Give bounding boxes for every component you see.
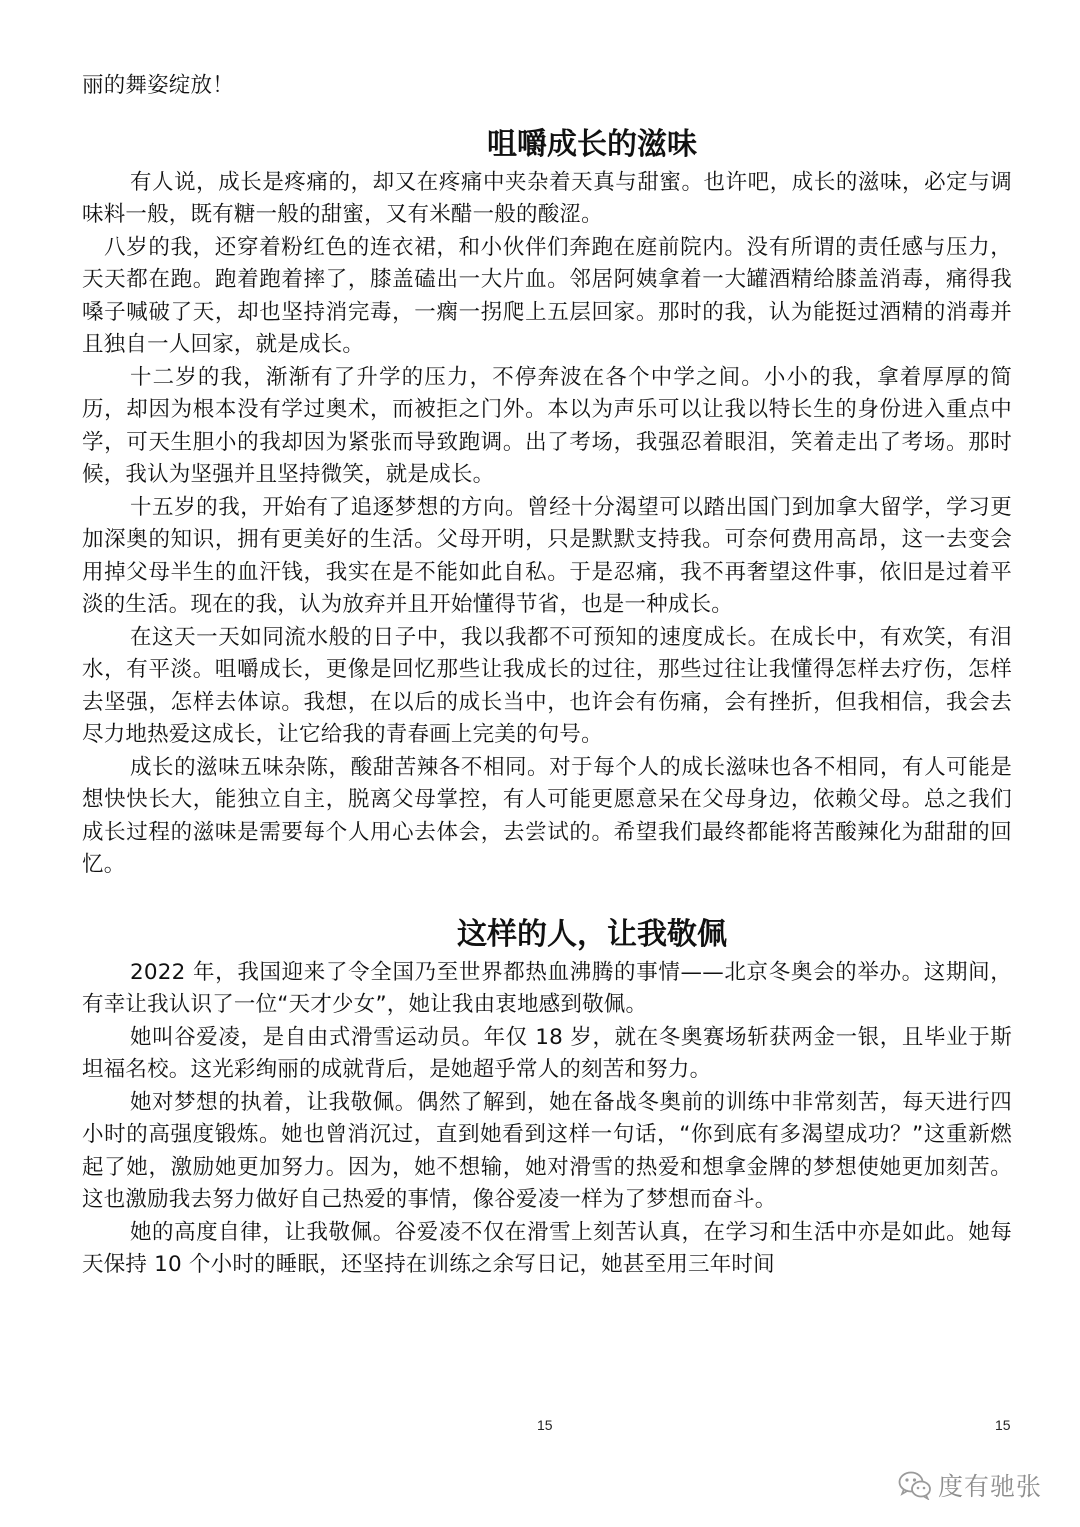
watermark-text: 度有驰张 [938, 1472, 1043, 1501]
article1-paragraph-5: 在这天一天如同流水般的日子中，我以我都不可预知的速度成长。在成长中，有欢笑，有泪水，有平淡。咀嚼成长，更像是回忆那些让我成长的过往，那些过往让我懂得怎样去疗伤，怎样去坚强，怎样去体谅。我想，在以后的成长当中，也许会有伤痛，会有挫折，但我相信，我会去尽力地热爱这成长，让它给我的青春画上完美的句号。 [82, 624, 1012, 747]
article1-paragraph-1: 有人说，成长是疼痛的，却又在疼痛中夹杂着天真与甜蜜。也许吧，成长的滋味，必定与调味料一般，既有糖一般的甜蜜，又有米醋一般的酸涩。 [82, 169, 1012, 227]
article2-paragraph-3: 她对梦想的执着，让我敬佩。偶然了解到，她在备战冬奥前的训练中非常刻苦，每天进行四小时的高强度锻炼。她也曾消沉过，直到她看到这样一句话，“你到底有多渴望成功？”这重新燃起了她，激励她更加努力。因为，她不想输，她对滑雪的热爱和想拿金牌的梦想使她更加刻苦。这也激励我去努力做好自己热爱的事情，像谷爱凌一样为了梦想而奋斗。 [82, 1089, 1012, 1212]
wechat-icon [898, 1470, 932, 1500]
article1-paragraph-6: 成长的滋味五味杂陈，酸甜苦辣各不相同。对于每个人的成长滋味也各不相同，有人可能是想快快长大，能独立自主，脱离父母掌控，有人可能更愿意呆在父母身边，依赖父母。总之我们成长过程的滋味是需要每个人用心去体会，去尝试的。希望我们最终都能将苦酸辣化为甜甜的回忆。 [82, 754, 1012, 877]
document-content [82, 70, 1012, 1282]
article1-paragraph-2: 八岁的我，还穿着粉红色的连衣裙，和小伙伴们奔跑在庭前院内。没有所谓的责任感与压力，天天都在跑。跑着跑着摔了，膝盖磕出一大片血。邻居阿姨拿着一大罐酒精给膝盖消毒，痛得我嗓子喊破了天，却也坚持消完毒，一瘸一拐爬上五层回家。那时的我，认为能挺过酒精的消毒并且独自一人回家，就是成长。 [82, 234, 1012, 357]
article2-paragraph-1: 2022 年，我国迎来了令全国乃至世界都热血沸腾的事情——北京冬奥会的举办。这期间，有幸让我认识了一位“天才少女”，她让我由衷地感到敬佩。 [82, 959, 1012, 1017]
watermark [898, 1460, 1042, 1510]
page-number-right: 15 [995, 1417, 1011, 1433]
article2-paragraph-4: 她的高度自律，让我敬佩。谷爱凌不仅在滑雪上刻苦认真，在学习和生活中亦是如此。她每天保持 10 个小时的睡眠，还坚持在训练之余写日记，她甚至用三年时间 [82, 1219, 1012, 1277]
article-title-growth: 咀嚼成长的滋味 [487, 126, 697, 162]
article1-paragraph-3: 十二岁的我，渐渐有了升学的压力，不停奔波在各个中学之间。小小的我，拿着厚厚的简历，却因为根本没有学过奥术，而被拒之门外。本以为声乐可以让我以特长生的身份进入重点中学，可天生胆小的我却因为紧张而导致跑调。出了考场，我强忍着眼泪，笑着走出了考场。那时候，我认为坚强并且坚持微笑，就是成长。 [82, 364, 1012, 487]
article2-paragraph-2: 她叫谷爱凌，是自由式滑雪运动员。年仅 18 岁，就在冬奥赛场斩获两金一银，且毕业于斯坦福名校。这光彩绚丽的成就背后，是她超乎常人的刻苦和努力。 [82, 1024, 1012, 1082]
article1-paragraph-4: 十五岁的我，开始有了追逐梦想的方向。曾经十分渴望可以踏出国门到加拿大留学，学习更加深奥的知识，拥有更美好的生活。父母开明，只是默默支持我。可奈何费用高昂，这一去变会用掉父母半生的血汗钱，我实在是不能如此自私。于是忍痛，我不再奢望这件事，依旧是过着平淡的生活。现在的我，认为放弃并且开始懂得节省，也是一种成长。 [82, 494, 1012, 617]
top-fragment: 丽的舞姿绽放！ [82, 73, 234, 98]
article-title-admire: 这样的人，让我敬佩 [457, 916, 727, 952]
page-number-center: 15 [537, 1417, 553, 1433]
